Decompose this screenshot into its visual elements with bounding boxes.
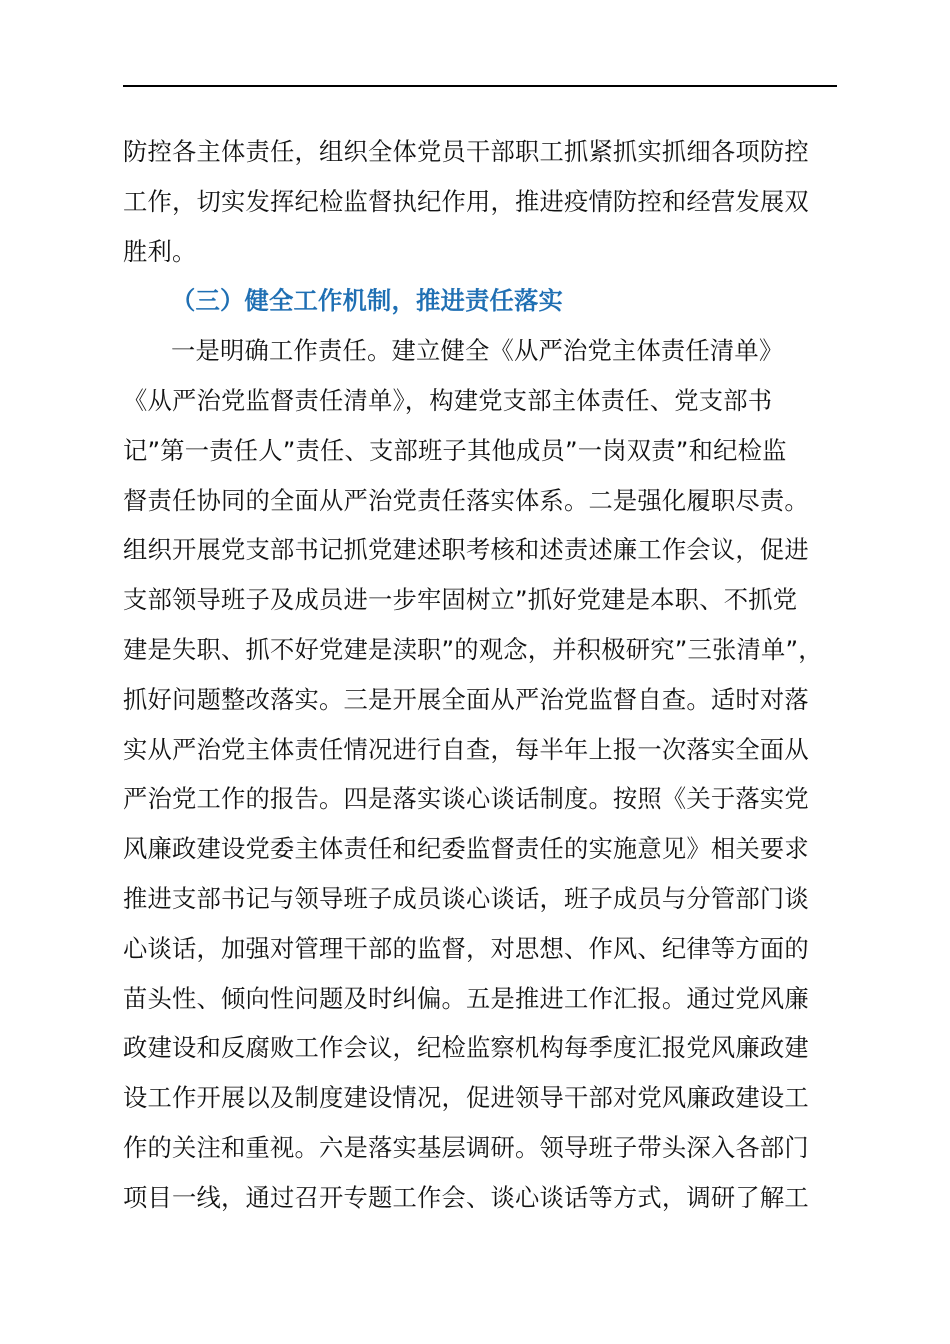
text-line: 政建设和反腐败工作会议，纪检监察机构每季度汇报党风廉政建 [123,1033,809,1063]
text-line: 一是明确工作责任。建立健全《从严治党主体责任清单》 [171,336,784,366]
text-line: 项目一线，通过召开专题工作会、谈心谈话等方式，调研了解工 [123,1182,809,1212]
text-line: 心谈话，加强对管理干部的监督，对思想、作风、纪律等方面的 [123,933,809,963]
text-line: 建是失职、抓不好党建是渎职”的观念，并积极研究”三张清单”， [123,634,823,664]
section-paragraph [123,326,839,1222]
text-line: 支部领导班子及成员进一步牢固树立”抓好党建是本职、不抓党 [123,585,798,615]
text-line: 苗头性、倾向性问题及时纠偏。五是推进工作汇报。通过党风廉 [123,983,809,1013]
text-line: 严治党工作的报告。四是落实谈心谈话制度。按照《关于落实党 [123,784,809,814]
text-line: 防控各主体责任，组织全体党员干部职工抓紧抓实抓细各项防控 [123,137,809,166]
continued-paragraph [123,127,839,276]
text-line: 督责任协同的全面从严治党责任落实体系。二是强化履职尽责。 [123,485,809,515]
text-line: 作的关注和重视。六是落实基层调研。领导班子带头深入各部门 [123,1132,809,1162]
text-line: 记”第一责任人”责任、支部班子其他成员”一岗双责”和纪检监 [123,435,787,465]
header-rule [123,85,837,87]
text-line: 工作，切实发挥纪检监督执纪作用，推进疫情防控和经营发展双 [123,186,809,216]
text-line: 实从严治党主体责任情况进行自查，每半年上报一次落实全面从 [123,734,809,764]
text-line: 设工作开展以及制度建设情况，促进领导干部对党风廉政建设工 [123,1083,809,1113]
text-line: 抓好问题整改落实。三是开展全面从严治党监督自查。适时对落 [123,684,809,714]
text-line: 胜利。 [123,236,197,266]
text-line: 推进支部书记与领导班子成员谈心谈话，班子成员与分管部门谈 [123,883,809,913]
section-heading: （三）健全工作机制，推进责任落实 [171,286,563,316]
text-line: 《从严治党监督责任清单》，构建党支部主体责任、党支部书 [123,385,773,415]
document-body [123,127,839,1223]
text-line: 风廉政建设党委主体责任和纪委监督责任的实施意见》相关要求 [123,834,809,864]
text-line: 组织开展党支部书记抓党建述职考核和述责述廉工作会议，促进 [123,535,809,565]
